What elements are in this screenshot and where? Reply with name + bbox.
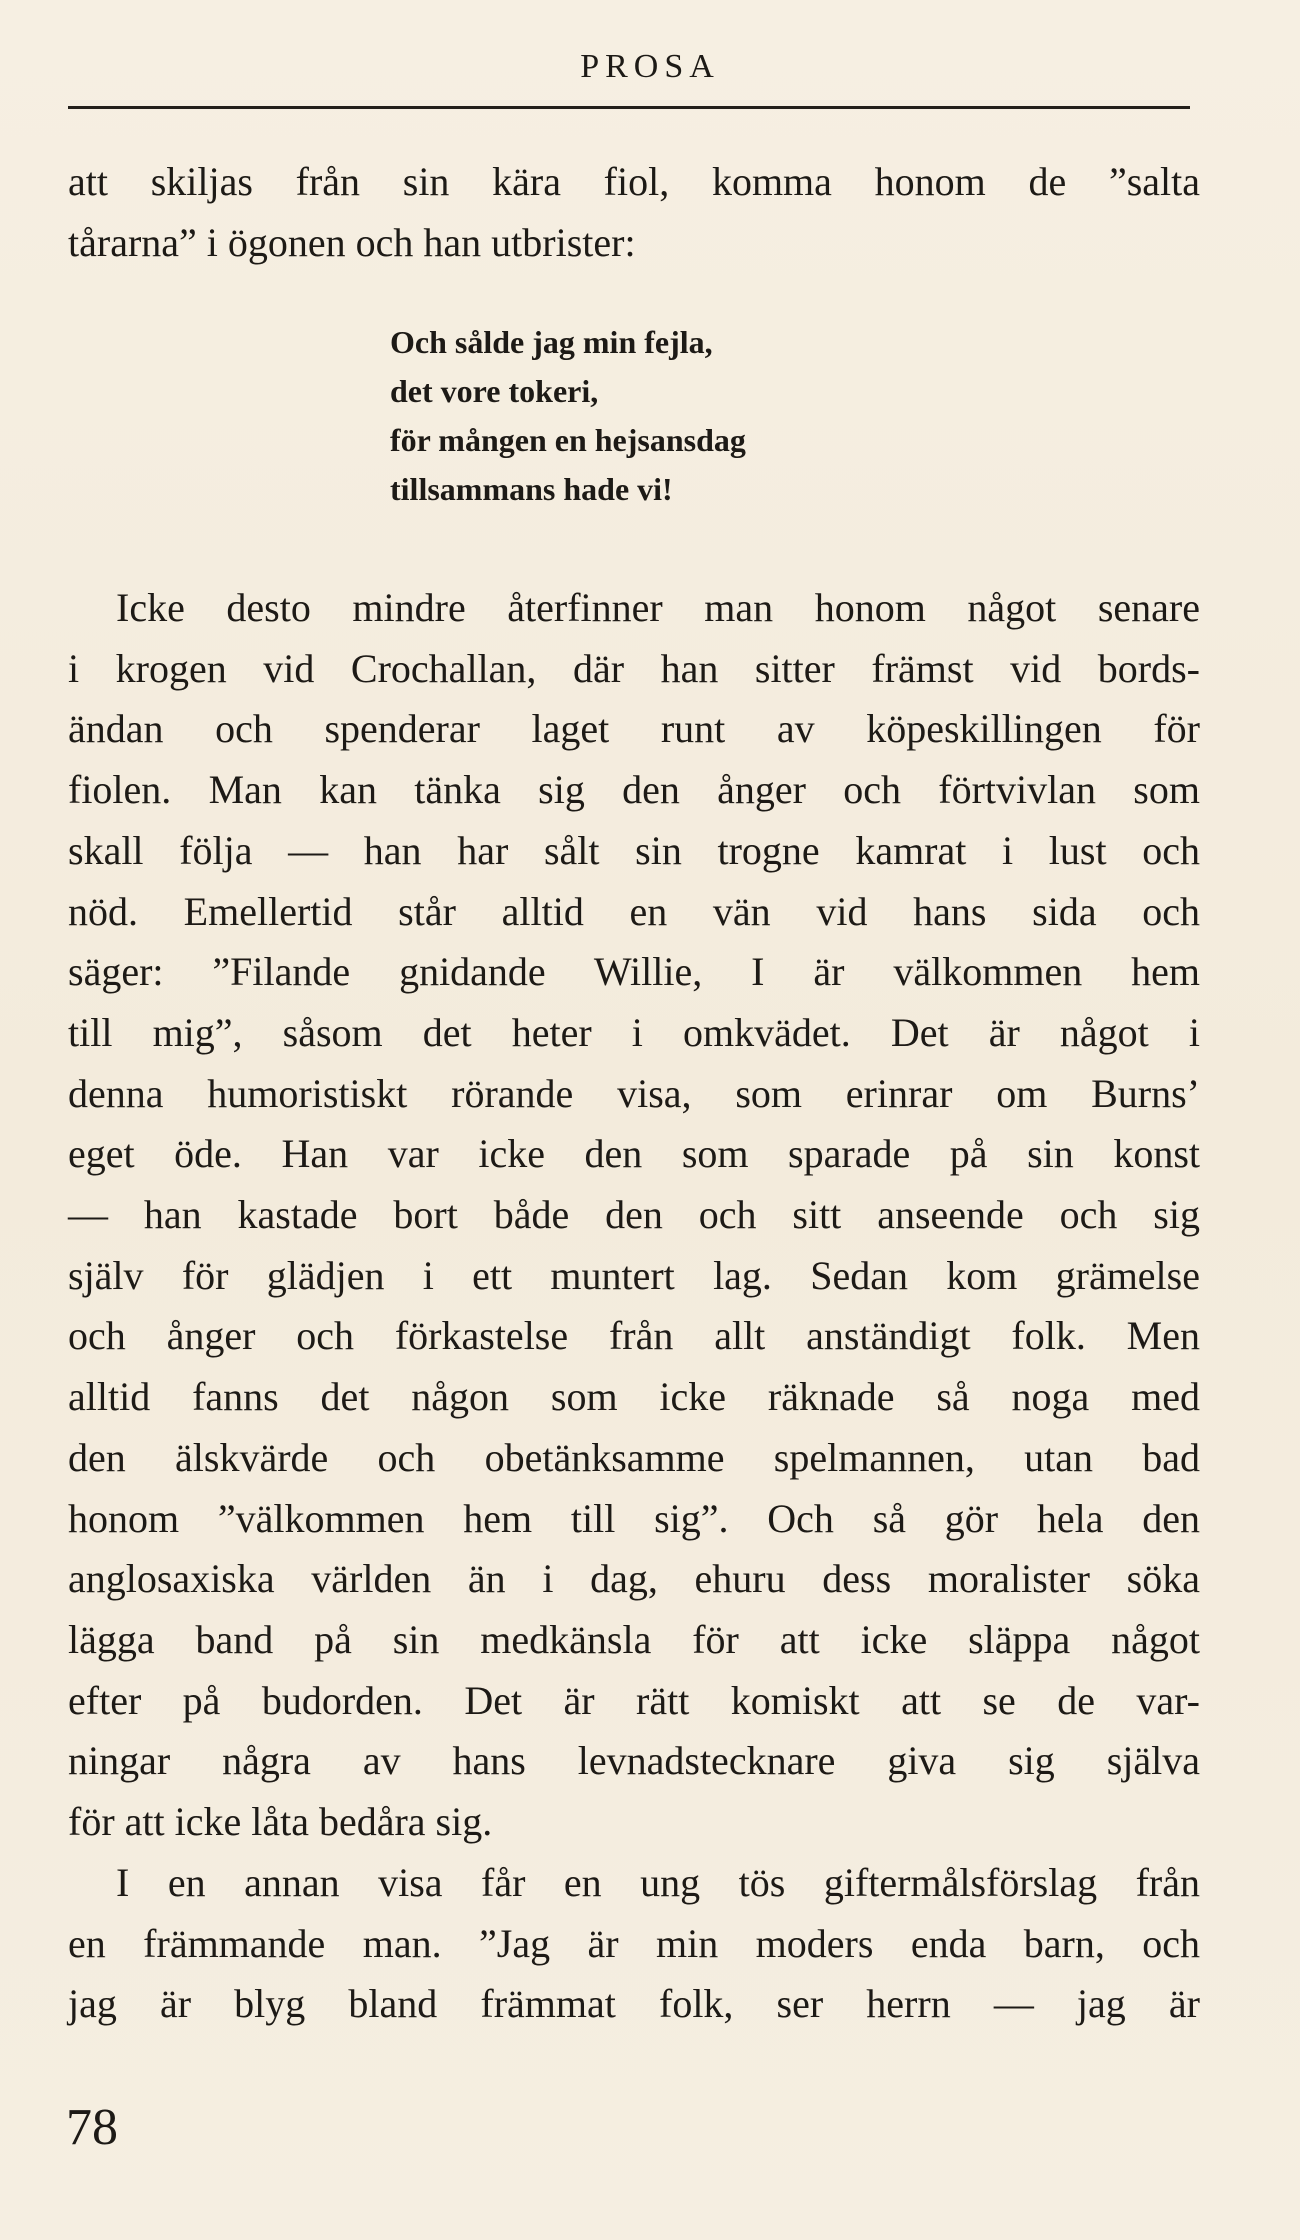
text-line: själv för glädjen i ett muntert lag. Sedan kom grämelse [68, 1252, 1200, 1298]
text-line: tårarna” i ögonen och han utbrister: [68, 219, 636, 265]
text-line: eget öde. Han var icke den som sparade på sin konst [68, 1131, 1200, 1177]
text-line: till mig”, såsom det heter i omkvädet. Det är något i [68, 1009, 1200, 1055]
text-line: och ånger och förkastelse från allt anständigt folk. Men [68, 1313, 1200, 1359]
paragraph-1 [68, 152, 1200, 273]
verse-line: tillsammans hade vi! [390, 471, 673, 507]
verse-line: det vore tokeri, [390, 373, 599, 409]
page-number: 78 [66, 2099, 118, 2156]
text-line: honom ”välkommen hem till sig”. Och så gör hela den [68, 1495, 1200, 1541]
text-line: den älskvärde och obetänksamme spelmannen, utan bad [68, 1434, 1200, 1480]
text-line: lägga band på sin medkänsla för att icke släppa något [68, 1616, 1200, 1662]
text-line: alltid fanns det någon som icke räknade så noga med [68, 1374, 1200, 1420]
text-line: denna humoristiskt rörande visa, som erinrar om Burns’ [68, 1070, 1200, 1116]
text-line: i krogen vid Crochallan, där han sitter främst vid bords- [68, 645, 1200, 691]
verse-line: för mången en hejsansdag [390, 422, 746, 458]
paragraph-2 [68, 578, 1200, 1853]
verse-quote [390, 318, 746, 514]
text-line: jag är blyg bland främmat folk, ser herrn — jag är [68, 1981, 1200, 2027]
header-rule [68, 106, 1190, 109]
text-line: — han kastade bort både den och sitt anseende och sig [68, 1192, 1200, 1238]
running-head: PROSA [580, 48, 720, 85]
text-line: att skiljas från sin kära fiol, komma honom de ”salta [68, 159, 1200, 204]
text-line: en främmande man. ”Jag är min moders enda barn, och [68, 1920, 1200, 1966]
paragraph-3 [68, 1853, 1200, 2035]
text-line: ningar några av hans levnadstecknare giva sig själva [68, 1738, 1200, 1784]
text-line: Icke desto mindre återfinner man honom något senare [116, 585, 1200, 630]
text-line: efter på budorden. Det är rätt komiskt att se de var- [68, 1677, 1200, 1723]
text-line: I en annan visa får en ung tös giftermålsförslag från [116, 1860, 1200, 1905]
text-line: skall följa — han har sålt sin trogne kamrat i lust och [68, 827, 1200, 873]
text-line: ändan och spenderar laget runt av köpeskillingen för [68, 706, 1200, 752]
text-line: anglosaxiska världen än i dag, ehuru dess moralister söka [68, 1556, 1200, 1602]
verse-line: Och sålde jag min fejla, [390, 324, 713, 360]
text-line: fiolen. Man kan tänka sig den ånger och förtvivlan som [68, 767, 1200, 813]
text-line: nöd. Emellertid står alltid en vän vid hans sida och [68, 888, 1200, 934]
text-line: för att icke låta bedåra sig. [68, 1799, 493, 1845]
text-line: säger: ”Filande gnidande Willie, I är välkommen hem [68, 949, 1200, 995]
